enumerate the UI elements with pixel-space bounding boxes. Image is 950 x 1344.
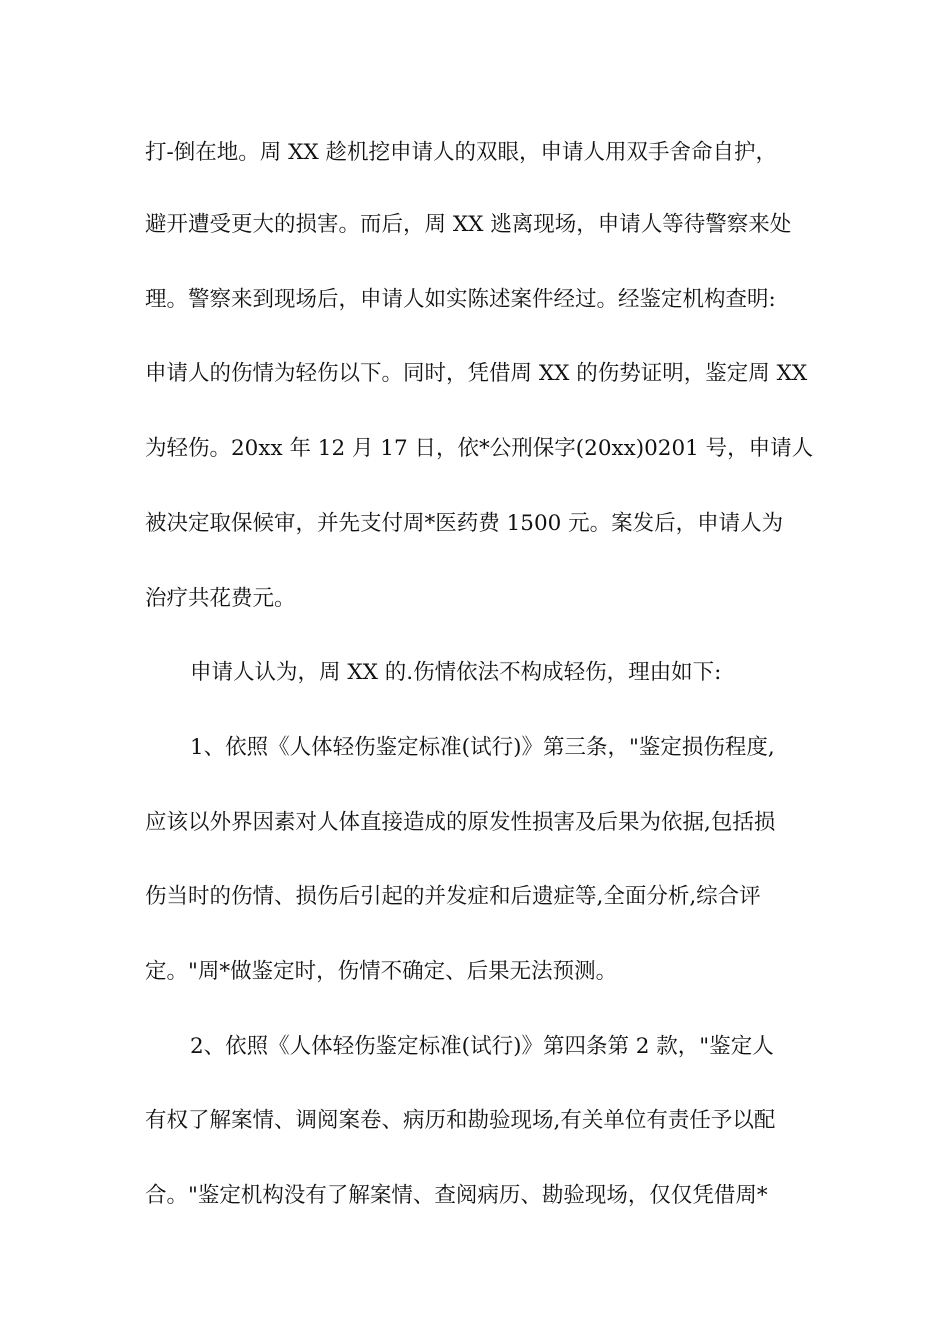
text-line-4: 申请人的伤情为轻伤以下。同时，凭借周 XX 的伤势证明，鉴定周 XX xyxy=(145,361,808,386)
text-line-1: 打-倒在地。周 XX 趁机挖申请人的双眼，申请人用双手舍命自护， xyxy=(145,140,778,165)
reason-1-line-2: 应该以外界因素对人体直接造成的原发性损害及后果为依据,包括损 xyxy=(145,810,776,835)
text-line-5: 为轻伤。20xx 年 12 月 17 日，依*公刑保字(20xx)0201 号，申请人 xyxy=(145,436,814,461)
text-line-7: 治疗共花费元。 xyxy=(145,586,296,611)
text-line-2: 避开遭受更大的损害。而后，周 XX 逃离现场，申请人等待警察来处 xyxy=(145,212,792,237)
text-line-6: 被决定取保候审，并先支付周*医药费 1500 元。案发后，申请人为 xyxy=(145,511,784,536)
reason-2-line-3: 合。"鉴定机构没有了解案情、查阅病历、勘验现场，仅仅凭借周* xyxy=(145,1183,768,1208)
reason-1-line-1: 1、依照《人体轻伤鉴定标准(试行)》第三条，"鉴定损伤程度, xyxy=(190,735,775,760)
paragraph-intro-line: 申请人认为，周 XX 的.伤情依法不构成轻伤，理由如下: xyxy=(190,660,722,685)
reason-2-line-2: 有权了解案情、调阅案卷、病历和勘验现场,有关单位有责任予以配 xyxy=(145,1108,776,1133)
text-line-3: 理。警察来到现场后，申请人如实陈述案件经过。经鉴定机构查明: xyxy=(145,287,776,312)
reason-1-line-3: 伤当时的伤情、损伤后引起的并发症和后遗症等,全面分析,综合评 xyxy=(145,884,761,909)
reason-2-line-1: 2、依照《人体轻伤鉴定标准(试行)》第四条第 2 款，"鉴定人 xyxy=(190,1034,774,1059)
reason-1-line-4: 定。"周*做鉴定时，伤情不确定、后果无法预测。 xyxy=(145,959,618,984)
